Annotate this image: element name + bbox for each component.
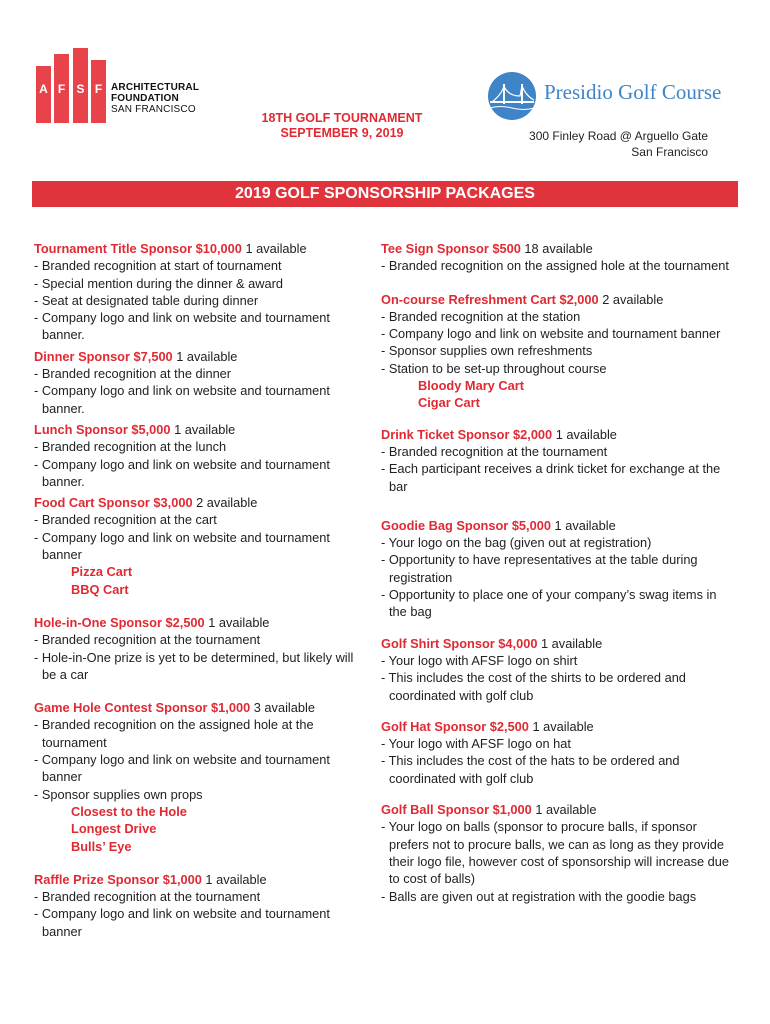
package-benefit: - Company logo and link on website and tournament banner. (34, 383, 330, 416)
package-header (381, 291, 731, 308)
package-title: Golf Hat Sponsor $2,500 (381, 718, 529, 734)
venue-name: Presidio Golf Course (544, 80, 722, 104)
package-benefit: - Your logo on the bag (given out at registration) (381, 535, 652, 551)
package-benefit: - Company logo and link on website and tournament banner (34, 906, 330, 939)
logo-line: FOUNDATION (111, 93, 179, 104)
package-option: Closest to the Hole (71, 803, 187, 819)
package-benefit: - Branded recognition at the station (381, 308, 581, 324)
afsf-logo-wordmark (111, 82, 199, 115)
package-benefit: - This includes the cost of the shirts to be ordered and coordinated with golf club (381, 670, 686, 703)
package-title: Goodie Bag Sponsor $5,000 (381, 517, 551, 533)
package-availability: 1 available (201, 871, 267, 887)
package-benefit: - Branded recognition on the assigned hole at the tournament (381, 258, 729, 274)
package-benefit: - Company logo and link on website and tournament banner. (34, 456, 330, 489)
sponsor-package (34, 871, 364, 940)
logo-letter: A (39, 82, 48, 96)
package-benefit: - Your logo with AFSF logo on hat (381, 736, 571, 752)
package-title: Food Cart Sponsor $3,000 (34, 495, 193, 511)
sponsor-package (381, 426, 731, 495)
package-title: Raffle Prize Sponsor $1,000 (34, 871, 202, 887)
package-title: Golf Ball Sponsor $1,000 (381, 802, 532, 818)
package-availability: 2 available (192, 495, 258, 511)
package-benefit: - Branded recognition at start of tournament (34, 258, 282, 274)
package-availability: 2 available (598, 291, 664, 307)
package-option: Pizza Cart (71, 564, 133, 580)
afsf-logo-mark (36, 48, 106, 123)
package-availability: 3 available (250, 700, 315, 716)
package-title: Game Hole Contest Sponsor $1,000 (34, 700, 251, 716)
venue-address (529, 128, 708, 160)
package-benefit: - Branded recognition at the lunch (34, 439, 227, 455)
right-column (381, 240, 731, 905)
package-benefit: - Opportunity to have representatives at the table during registration (381, 552, 698, 585)
package-option: BBQ Cart (71, 581, 129, 597)
sponsor-package (381, 240, 731, 275)
package-header (381, 426, 731, 443)
package-benefit: - Company logo and link on website and tournament banner (34, 529, 330, 563)
package-header (381, 635, 731, 652)
package-benefit: - Seat at designated table during dinner (34, 292, 259, 308)
address-line: 300 Finley Road @ Arguello Gate (529, 129, 708, 143)
package-header (381, 240, 731, 257)
package-availability: 1 available (172, 348, 238, 364)
package-benefit: - Your logo with AFSF logo on shirt (381, 652, 578, 668)
package-title: Tournament Title Sponsor $10,000 (34, 241, 242, 256)
package-benefit: - This includes the cost of the hats to be ordered and coordinated with golf club (381, 753, 680, 786)
package-title: On-course Refreshment Cart $2,000 (381, 291, 599, 307)
package-option: Bulls’ Eye (71, 838, 132, 854)
package-benefit: - Branded recognition at the dinner (34, 366, 232, 382)
package-benefit: - Branded recognition at the tournament (381, 443, 608, 459)
package-availability: 18 available (520, 241, 593, 256)
sponsor-package (381, 635, 731, 704)
package-availability: 1 available (531, 802, 597, 818)
package-benefit: - Hole-in-One prize is yet to be determined, but likely will be a car (34, 649, 354, 682)
package-benefit: - Each participant receives a drink ticket for exchange at the bar (381, 461, 721, 494)
package-availability: 1 available (170, 421, 236, 437)
package-benefit: - Branded recognition at the tournament (34, 632, 261, 648)
package-header (34, 240, 364, 257)
package-option: Bloody Mary Cart (418, 378, 524, 394)
event-date: SEPTEMBER 9, 2019 (280, 126, 404, 140)
package-availability: 1 available (204, 614, 270, 630)
package-header (34, 421, 364, 438)
package-title: Drink Ticket Sponsor $2,000 (381, 426, 553, 442)
package-availability: 1 available (528, 718, 594, 734)
left-column (34, 240, 364, 940)
package-availability: 1 available (550, 517, 616, 533)
golden-gate-bridge-icon (488, 72, 536, 120)
package-header (34, 494, 364, 511)
logo-line: ARCHITECTURAL (111, 82, 200, 93)
package-availability: 1 available (537, 635, 603, 651)
package-benefit: - Company logo and link on website and tournament banner. (34, 310, 330, 343)
sponsor-package (34, 348, 364, 417)
package-benefit: - Company logo and link on website and tournament banner (34, 752, 330, 785)
sponsor-package (34, 421, 364, 490)
package-title: Golf Shirt Sponsor $4,000 (381, 635, 538, 651)
package-option: Longest Drive (71, 821, 157, 837)
package-benefit: - Sponsor supplies own refreshments (381, 343, 593, 359)
packages-banner: 2019 GOLF SPONSORSHIP PACKAGES (32, 181, 738, 207)
sponsor-package (34, 614, 364, 683)
logo-letter: F (94, 82, 103, 96)
package-title: Dinner Sponsor $7,500 (34, 348, 173, 364)
package-header (34, 871, 364, 888)
address-line: San Francisco (631, 145, 708, 159)
package-option: Cigar Cart (418, 395, 480, 411)
event-title: 18TH GOLF TOURNAMENT (261, 111, 423, 125)
package-benefit: - Special mention during the dinner & award (34, 275, 283, 291)
package-header (381, 801, 731, 818)
package-benefit: - Branded recognition at the cart (34, 512, 217, 528)
sponsor-package (381, 801, 731, 905)
package-benefit: - Opportunity to place one of your company’s swag items in the bag (381, 587, 717, 620)
sponsor-package (381, 517, 731, 621)
sponsor-package (34, 494, 364, 598)
logo-letter: F (57, 82, 66, 96)
package-benefit: - Branded recognition at the tournament (34, 889, 261, 905)
package-benefit: - Your logo on balls (sponsor to procure balls, if sponsor prefers not to procure balls, we can as long as they provide their logo file, however cost of sponsorship will increase due to cost of balls) (381, 819, 730, 887)
package-header (381, 517, 731, 534)
sponsor-package (34, 240, 364, 344)
package-header (381, 718, 731, 735)
package-header (34, 699, 364, 716)
package-benefit: - Sponsor supplies own props (34, 786, 203, 802)
package-benefit: - Company logo and link on website and tournament banner (381, 326, 721, 342)
logo-letter: S (76, 82, 85, 96)
package-benefit: - Branded recognition on the assigned hole at the tournament (34, 717, 314, 750)
event-heading (232, 111, 452, 141)
package-availability: 1 available (552, 426, 617, 442)
afsf-logo (36, 48, 206, 128)
package-title: Hole-in-One Sponsor $2,500 (34, 614, 205, 630)
package-header (34, 348, 364, 365)
package-benefit: - Station to be set-up throughout course (381, 360, 607, 376)
package-title: Lunch Sponsor $5,000 (34, 421, 171, 437)
package-header (34, 614, 364, 631)
sponsor-package (381, 291, 731, 412)
package-title: Tee Sign Sponsor $500 (381, 241, 521, 256)
sponsor-package (381, 718, 731, 787)
presidio-logo (488, 72, 728, 124)
package-availability: 1 available (241, 241, 307, 256)
sponsor-package (34, 699, 364, 855)
logo-line: SAN FRANCISCO (111, 104, 196, 115)
package-benefit: - Balls are given out at registration with the goodie bags (381, 888, 697, 904)
